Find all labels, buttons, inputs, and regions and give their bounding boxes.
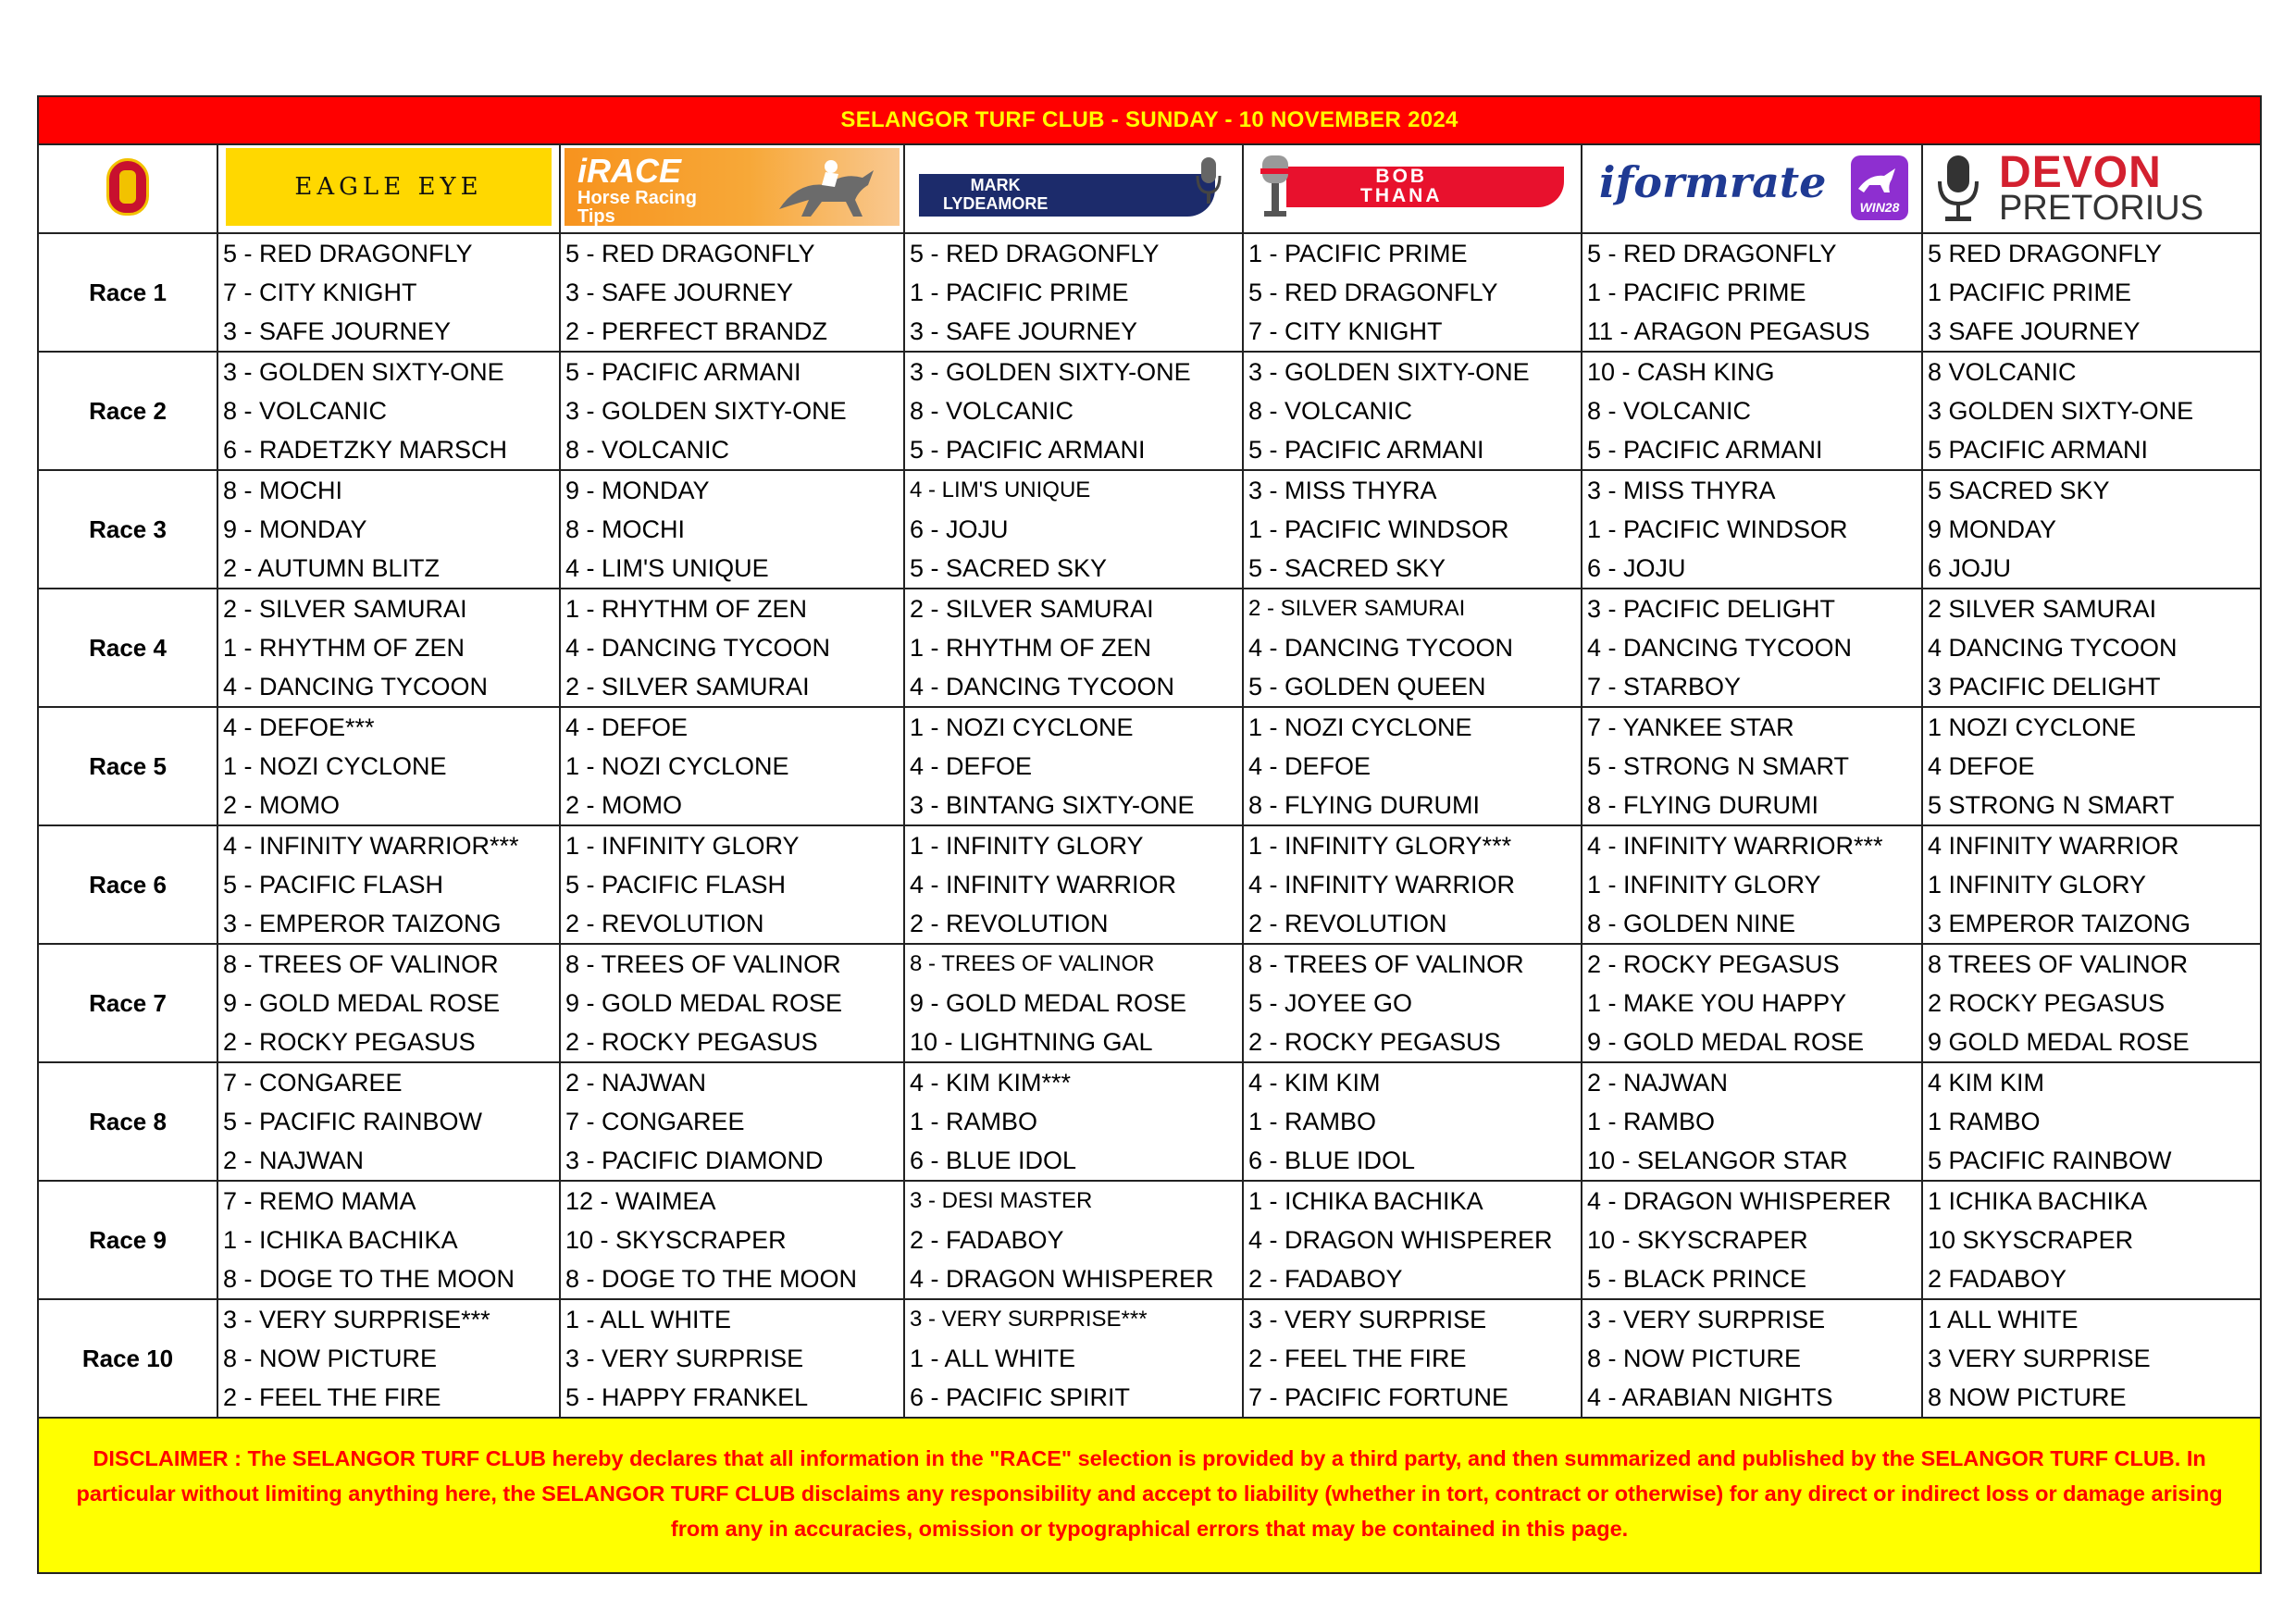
devon-pretorius-picks <box>1922 589 2261 707</box>
pick-entry: 4 - INFINITY WARRIOR*** <box>1587 832 1883 860</box>
pick-entry: 4 - DANCING TYCOON <box>1248 634 1514 662</box>
devon-pretorius-picks <box>1922 944 2261 1062</box>
pick-entry: 5 - BLACK PRINCE <box>1587 1265 1807 1293</box>
devon-pretorius-picks <box>1922 1181 2261 1299</box>
pick-entry: 4 KIM KIM <box>1928 1069 2045 1097</box>
pick-entry: 1 - RAMBO <box>1587 1108 1716 1135</box>
pick-entry: 8 TREES OF VALINOR <box>1928 950 2189 978</box>
pick-entry: 8 - TREES OF VALINOR <box>223 950 499 978</box>
iformrate-picks <box>1582 1299 1922 1418</box>
pick-entry: 2 - SILVER SAMURAI <box>223 595 467 623</box>
page-title: SELANGOR TURF CLUB - SUNDAY - 10 NOVEMBER 2024 <box>38 96 2261 144</box>
pick-entry: 4 - DEFOE <box>910 752 1033 780</box>
pick-entry: 5 - RED DRAGONFLY <box>223 240 473 267</box>
pick-entry: 2 SILVER SAMURAI <box>1928 595 2157 623</box>
race-label: Race 7 <box>38 944 217 1062</box>
iformrate-logo: iformrate WIN28 <box>1590 148 1914 226</box>
pick-entry: 8 - VOLCANIC <box>1248 397 1413 425</box>
pick-entry: 2 - ROCKY PEGASUS <box>1248 1028 1501 1056</box>
pick-entry: 2 - FEEL THE FIRE <box>223 1383 441 1411</box>
racehorse-icon <box>1851 161 1908 198</box>
horse-jockey-icon <box>770 154 881 220</box>
iformrate-logo-cell <box>1582 144 1922 233</box>
irace-picks <box>560 1181 904 1299</box>
irace-logo-cell <box>560 144 904 233</box>
win28-badge: WIN28 <box>1851 155 1908 220</box>
pick-entry: 5 - PACIFIC ARMANI <box>1587 436 1823 464</box>
pick-entry: 5 - PACIFIC ARMANI <box>1248 436 1484 464</box>
devon-pretorius-picks <box>1922 233 2261 352</box>
club-crest-icon <box>106 158 149 216</box>
pick-entry: 5 - JOYEE GO <box>1248 989 1413 1017</box>
irace-logo <box>565 148 900 226</box>
race-row <box>38 825 2261 944</box>
pick-entry: 8 - TREES OF VALINOR <box>565 950 841 978</box>
pick-entry: 3 - GOLDEN SIXTY-ONE <box>910 358 1191 386</box>
mark-lydeamore-picks <box>904 589 1243 707</box>
pick-entry: 5 PACIFIC RAINBOW <box>1928 1147 2172 1174</box>
pick-entry: 2 - ROCKY PEGASUS <box>1587 950 1840 978</box>
pick-entry: 2 - AUTUMN BLITZ <box>223 554 441 582</box>
microphone-icon <box>1195 155 1222 207</box>
pick-entry: 1 - PACIFIC PRIME <box>1587 279 1806 306</box>
mark-lydeamore-picks <box>904 352 1243 470</box>
pick-entry: 3 VERY SURPRISE <box>1928 1345 2151 1372</box>
race-label: Race 2 <box>38 352 217 470</box>
pick-entry: 6 - RADETZKY MARSCH <box>223 436 508 464</box>
pick-entry: 4 - DRAGON WHISPERER <box>910 1265 1214 1293</box>
pick-entry: 5 - PACIFIC FLASH <box>565 871 787 899</box>
race-row <box>38 1181 2261 1299</box>
eagle-eye-picks <box>217 1181 560 1299</box>
pick-entry: 2 - NAJWAN <box>565 1069 707 1097</box>
pick-entry: 9 - GOLD MEDAL ROSE <box>223 989 501 1017</box>
pick-entry: 2 - FADABOY <box>1248 1265 1403 1293</box>
pick-entry: 7 - STARBOY <box>1587 673 1742 700</box>
mark-lydeamore-picks <box>904 470 1243 589</box>
pick-entry: 2 - FEEL THE FIRE <box>1248 1345 1467 1372</box>
pick-entry: 2 FADABOY <box>1928 1265 2067 1293</box>
pick-entry: 4 DEFOE <box>1928 752 2035 780</box>
pick-entry: 1 - RHYTHM OF ZEN <box>223 634 465 662</box>
eagle-eye-picks <box>217 825 560 944</box>
pick-entry: 3 - GOLDEN SIXTY-ONE <box>223 358 504 386</box>
iformrate-picks <box>1582 589 1922 707</box>
pick-entry: 3 - BINTANG SIXTY-ONE <box>910 791 1195 819</box>
pick-entry: 8 - VOLCANIC <box>565 436 730 464</box>
pick-entry: 5 STRONG N SMART <box>1928 791 2175 819</box>
pick-entry: 4 - ARABIAN NIGHTS <box>1587 1383 1833 1411</box>
pick-entry: 4 - LIM'S UNIQUE <box>565 554 769 582</box>
pick-entry: 8 - MOCHI <box>565 515 686 543</box>
tipster-logo-row <box>38 144 2261 233</box>
pick-entry: 10 - LIGHTNING GAL <box>910 1028 1153 1056</box>
pick-entry: 9 MONDAY <box>1928 515 2057 543</box>
pick-entry: 4 DANCING TYCOON <box>1928 634 2178 662</box>
pick-entry: 7 - CONGAREE <box>223 1069 403 1097</box>
pick-entry: 5 - PACIFIC RAINBOW <box>223 1108 483 1135</box>
pick-entry: 8 - DOGE TO THE MOON <box>565 1265 858 1293</box>
pick-entry: 10 - SELANGOR STAR <box>1587 1147 1848 1174</box>
pick-entry: 1 RAMBO <box>1928 1108 2041 1135</box>
eagle-eye-logo: EAGLE EYE <box>226 148 552 226</box>
pick-entry: 2 - ROCKY PEGASUS <box>223 1028 476 1056</box>
club-logo-cell <box>38 144 217 233</box>
iformrate-picks <box>1582 944 1922 1062</box>
race-label: Race 1 <box>38 233 217 352</box>
pick-entry: 1 - INFINITY GLORY <box>565 832 800 860</box>
irace-logo-subtitle: Horse Racing Tips <box>577 187 697 226</box>
pick-entry: 2 - PERFECT BRANDZ <box>565 317 828 345</box>
iformrate-picks <box>1582 825 1922 944</box>
pick-entry: 1 INFINITY GLORY <box>1928 871 2147 899</box>
pick-entry: 5 - SACRED SKY <box>910 554 1108 582</box>
pick-entry: 1 - PACIFIC WINDSOR <box>1587 515 1848 543</box>
pick-entry: 2 - NAJWAN <box>1587 1069 1729 1097</box>
pick-entry: 9 - GOLD MEDAL ROSE <box>1587 1028 1865 1056</box>
pick-entry: 7 - CITY KNIGHT <box>1248 317 1443 345</box>
pick-entry: 5 - HAPPY FRANKEL <box>565 1383 809 1411</box>
pick-entry: 2 - SILVER SAMURAI <box>910 595 1154 623</box>
pick-entry: 3 - VERY SURPRISE*** <box>910 1307 1148 1332</box>
bob-thana-picks <box>1243 825 1582 944</box>
microphone-icon <box>1255 154 1296 220</box>
pick-entry: 1 - NOZI CYCLONE <box>223 752 447 780</box>
irace-picks <box>560 944 904 1062</box>
race-row <box>38 1062 2261 1181</box>
pick-entry: 3 - DESI MASTER <box>910 1188 1093 1213</box>
pick-entry: 3 PACIFIC DELIGHT <box>1928 673 2161 700</box>
pick-entry: 4 - DRAGON WHISPERER <box>1587 1187 1892 1215</box>
pick-entry: 8 - VOLCANIC <box>223 397 388 425</box>
pick-entry: 4 - DANCING TYCOON <box>565 634 831 662</box>
bob-thana-picks <box>1243 1299 1582 1418</box>
pick-entry: 6 JOJU <box>1928 554 2012 582</box>
eagle-eye-picks <box>217 470 560 589</box>
pick-entry: 4 - INFINITY WARRIOR*** <box>223 832 519 860</box>
pick-entry: 8 - FLYING DURUMI <box>1248 791 1481 819</box>
mark-lydeamore-logo: MARK LYDEAMORE <box>912 148 1235 226</box>
pick-entry: 2 - MOMO <box>223 791 340 819</box>
pick-entry: 3 - MISS THYRA <box>1587 477 1776 504</box>
iformrate-picks <box>1582 707 1922 825</box>
pick-entry: 4 - DEFOE <box>1248 752 1371 780</box>
tips-sheet <box>37 95 2260 1574</box>
race-label: Race 5 <box>38 707 217 825</box>
pick-entry: 1 - PACIFIC PRIME <box>1248 240 1468 267</box>
bob-thana-picks <box>1243 1181 1582 1299</box>
pick-entry: 5 - GOLDEN QUEEN <box>1248 673 1486 700</box>
pick-entry: 5 - RED DRAGONFLY <box>1248 279 1498 306</box>
pick-entry: 5 - SACRED SKY <box>1248 554 1446 582</box>
pick-entry: 1 - NOZI CYCLONE <box>565 752 789 780</box>
devon-pretorius-logo-cell <box>1922 144 2261 233</box>
pick-entry: 2 - NAJWAN <box>223 1147 365 1174</box>
pick-entry: 4 INFINITY WARRIOR <box>1928 832 2179 860</box>
pick-entry: 4 - DEFOE <box>565 713 689 741</box>
pick-entry: 9 - GOLD MEDAL ROSE <box>910 989 1187 1017</box>
pick-entry: 4 - DRAGON WHISPERER <box>1248 1226 1553 1254</box>
irace-picks <box>560 825 904 944</box>
bob-thana-logo-cell <box>1243 144 1582 233</box>
race-row <box>38 944 2261 1062</box>
mark-lydeamore-picks <box>904 707 1243 825</box>
iformrate-picks <box>1582 233 1922 352</box>
pick-entry: 2 - REVOLUTION <box>1248 910 1447 937</box>
race-row <box>38 1299 2261 1418</box>
pick-entry: 3 - VERY SURPRISE <box>1248 1306 1487 1333</box>
race-label: Race 9 <box>38 1181 217 1299</box>
bob-thana-picks <box>1243 589 1582 707</box>
pick-entry: 3 GOLDEN SIXTY-ONE <box>1928 397 2194 425</box>
pick-entry: 3 - PACIFIC DELIGHT <box>1587 595 1836 623</box>
pick-entry: 12 - WAIMEA <box>565 1187 716 1215</box>
pick-entry: 8 VOLCANIC <box>1928 358 2077 386</box>
pick-entry: 8 - NOW PICTURE <box>1587 1345 1802 1372</box>
pick-entry: 4 - KIM KIM*** <box>910 1069 1072 1097</box>
pick-entry: 7 - CITY KNIGHT <box>223 279 417 306</box>
pick-entry: 3 - SAFE JOURNEY <box>910 317 1138 345</box>
irace-picks <box>560 352 904 470</box>
mark-lydeamore-picks <box>904 1181 1243 1299</box>
race-row <box>38 233 2261 352</box>
pick-entry: 2 - SILVER SAMURAI <box>565 673 810 700</box>
pick-entry: 5 SACRED SKY <box>1928 477 2110 504</box>
pick-entry: 7 - REMO MAMA <box>223 1187 416 1215</box>
pick-entry: 4 - DEFOE*** <box>223 713 375 741</box>
pick-entry: 6 - BLUE IDOL <box>910 1147 1077 1174</box>
pick-entry: 8 - VOLCANIC <box>910 397 1074 425</box>
pick-entry: 1 - INFINITY GLORY <box>1587 871 1821 899</box>
pick-entry: 1 ICHIKA BACHIKA <box>1928 1187 2148 1215</box>
pick-entry: 8 - TREES OF VALINOR <box>1248 950 1524 978</box>
pick-entry: 10 - SKYSCRAPER <box>565 1226 787 1254</box>
pick-entry: 5 - RED DRAGONFLY <box>1587 240 1837 267</box>
irace-picks <box>560 1062 904 1181</box>
pick-entry: 8 - NOW PICTURE <box>223 1345 438 1372</box>
pick-entry: 4 - INFINITY WARRIOR <box>910 871 1177 899</box>
pick-entry: 3 - VERY SURPRISE <box>1587 1306 1826 1333</box>
pick-entry: 4 - DANCING TYCOON <box>1587 634 1853 662</box>
mark-lydeamore-picks <box>904 825 1243 944</box>
pick-entry: 1 - NOZI CYCLONE <box>910 713 1134 741</box>
pick-entry: 2 - MOMO <box>565 791 682 819</box>
eagle-eye-picks <box>217 233 560 352</box>
pick-entry: 5 - RED DRAGONFLY <box>910 240 1160 267</box>
pick-entry: 5 RED DRAGONFLY <box>1928 240 2163 267</box>
bob-thana-picks <box>1243 470 1582 589</box>
pick-entry: 3 - GOLDEN SIXTY-ONE <box>1248 358 1530 386</box>
pick-entry: 5 - PACIFIC FLASH <box>223 871 444 899</box>
pick-entry: 3 - VERY SURPRISE*** <box>223 1306 490 1333</box>
iformrate-picks <box>1582 1062 1922 1181</box>
devon-pretorius-picks <box>1922 470 2261 589</box>
pick-entry: 1 - RAMBO <box>1248 1108 1377 1135</box>
pick-entry: 6 - BLUE IDOL <box>1248 1147 1416 1174</box>
pick-entry: 8 - VOLCANIC <box>1587 397 1752 425</box>
mark-lydeamore-picks <box>904 1062 1243 1181</box>
pick-entry: 2 - ROCKY PEGASUS <box>565 1028 818 1056</box>
race-label: Race 3 <box>38 470 217 589</box>
pick-entry: 1 - INFINITY GLORY <box>910 832 1144 860</box>
pick-entry: 2 ROCKY PEGASUS <box>1928 989 2166 1017</box>
irace-picks <box>560 707 904 825</box>
pick-entry: 10 SKYSCRAPER <box>1928 1226 2134 1254</box>
pick-entry: 4 - INFINITY WARRIOR <box>1248 871 1516 899</box>
pick-entry: 7 - YANKEE STAR <box>1587 713 1794 741</box>
pick-entry: 5 - STRONG N SMART <box>1587 752 1850 780</box>
pick-entry: 4 - DANCING TYCOON <box>223 673 489 700</box>
pick-entry: 1 PACIFIC PRIME <box>1928 279 2132 306</box>
race-label: Race 10 <box>38 1299 217 1418</box>
iformrate-picks <box>1582 352 1922 470</box>
pick-entry: 2 - FADABOY <box>910 1226 1064 1254</box>
eagle-eye-picks <box>217 1299 560 1418</box>
pick-entry: 3 - SAFE JOURNEY <box>565 279 794 306</box>
pick-entry: 2 - SILVER SAMURAI <box>1248 596 1466 621</box>
race-row <box>38 352 2261 470</box>
devon-pretorius-logo: DEVON PRETORIUS <box>1927 148 2256 226</box>
pick-entry: 9 GOLD MEDAL ROSE <box>1928 1028 2190 1056</box>
irace-picks <box>560 233 904 352</box>
race-row <box>38 589 2261 707</box>
bob-thana-picks <box>1243 707 1582 825</box>
pick-entry: 7 - CONGAREE <box>565 1108 745 1135</box>
eagle-eye-picks <box>217 352 560 470</box>
pick-entry: 8 - FLYING DURUMI <box>1587 791 1819 819</box>
pick-entry: 2 - REVOLUTION <box>910 910 1109 937</box>
eagle-eye-picks <box>217 589 560 707</box>
disclaimer-text: DISCLAIMER : The SELANGOR TURF CLUB hereby declares that all information in the "RACE" selection is provided by a third party, and then summarized and published by the SELANGOR TURF CLUB. In particular without limiting anything here, the SELANGOR TURF CLUB disclaims any responsibility and accept to liability (whether in tort, contract or otherwise) for any direct or indirect loss or damage arising from any in accuracies, omission or typographical errors that may be contained in this page. <box>38 1418 2261 1573</box>
pick-entry: 1 - INFINITY GLORY*** <box>1248 832 1512 860</box>
pick-entry: 5 - PACIFIC ARMANI <box>910 436 1146 464</box>
pick-entry: 1 - ALL WHITE <box>910 1345 1076 1372</box>
race-label: Race 4 <box>38 589 217 707</box>
pick-entry: 1 - MAKE YOU HAPPY <box>1587 989 1847 1017</box>
pick-entry: 11 - ARAGON PEGASUS <box>1587 317 1870 345</box>
bob-thana-picks <box>1243 233 1582 352</box>
pick-entry: 4 - KIM KIM <box>1248 1069 1381 1097</box>
pick-entry: 3 - GOLDEN SIXTY-ONE <box>565 397 847 425</box>
mark-lydeamore-picks <box>904 233 1243 352</box>
tips-table <box>37 95 2262 1574</box>
pick-entry: 5 - PACIFIC ARMANI <box>565 358 801 386</box>
pick-entry: 1 - RAMBO <box>910 1108 1038 1135</box>
pick-entry: 9 - GOLD MEDAL ROSE <box>565 989 843 1017</box>
pick-entry: 3 EMPEROR TAIZONG <box>1928 910 2191 937</box>
iformrate-picks <box>1582 1181 1922 1299</box>
iformrate-picks <box>1582 470 1922 589</box>
pick-entry: 1 - ALL WHITE <box>565 1306 732 1333</box>
race-rows <box>38 233 2261 1418</box>
pick-entry: 6 - JOJU <box>910 515 1009 543</box>
pick-entry: 3 - PACIFIC DIAMOND <box>565 1147 824 1174</box>
bob-thana-picks <box>1243 944 1582 1062</box>
pick-entry: 3 - MISS THYRA <box>1248 477 1437 504</box>
pick-entry: 8 - GOLDEN NINE <box>1587 910 1796 937</box>
pick-entry: 1 - ICHIKA BACHIKA <box>1248 1187 1483 1215</box>
bob-thana-picks <box>1243 1062 1582 1181</box>
pick-entry: 1 ALL WHITE <box>1928 1306 2079 1333</box>
race-label: Race 6 <box>38 825 217 944</box>
pick-entry: 1 - PACIFIC WINDSOR <box>1248 515 1509 543</box>
irace-picks <box>560 1299 904 1418</box>
podcast-microphone-icon <box>1934 154 1982 224</box>
pick-entry: 8 - DOGE TO THE MOON <box>223 1265 515 1293</box>
pick-entry: 10 - CASH KING <box>1587 358 1775 386</box>
pick-entry: 1 - RHYTHM OF ZEN <box>910 634 1151 662</box>
race-row <box>38 470 2261 589</box>
pick-entry: 9 - MONDAY <box>565 477 710 504</box>
eagle-eye-picks <box>217 707 560 825</box>
eagle-eye-picks <box>217 1062 560 1181</box>
pick-entry: 8 NOW PICTURE <box>1928 1383 2127 1411</box>
pick-entry: 3 - EMPEROR TAIZONG <box>223 910 502 937</box>
eagle-eye-logo-cell <box>217 144 560 233</box>
irace-picks <box>560 470 904 589</box>
irace-logo-title: iRACE <box>577 151 682 190</box>
bob-thana-logo: BOB THANA <box>1249 148 1575 226</box>
mark-lydeamore-logo-cell <box>904 144 1243 233</box>
pick-entry: 5 PACIFIC ARMANI <box>1928 436 2149 464</box>
pick-entry: 9 - MONDAY <box>223 515 367 543</box>
pick-entry: 7 - PACIFIC FORTUNE <box>1248 1383 1509 1411</box>
mark-lydeamore-picks <box>904 1299 1243 1418</box>
race-row <box>38 707 2261 825</box>
pick-entry: 4 - LIM'S UNIQUE <box>910 477 1091 502</box>
pick-entry: 8 - TREES OF VALINOR <box>910 951 1155 976</box>
pick-entry: 6 - JOJU <box>1587 554 1686 582</box>
pick-entry: 4 - DANCING TYCOON <box>910 673 1175 700</box>
irace-picks <box>560 589 904 707</box>
pick-entry: 1 - PACIFIC PRIME <box>910 279 1129 306</box>
pick-entry: 6 - PACIFIC SPIRIT <box>910 1383 1131 1411</box>
devon-pretorius-picks <box>1922 1062 2261 1181</box>
pick-entry: 3 - VERY SURPRISE <box>565 1345 804 1372</box>
pick-entry: 10 - SKYSCRAPER <box>1587 1226 1808 1254</box>
eagle-eye-picks <box>217 944 560 1062</box>
pick-entry: 1 NOZI CYCLONE <box>1928 713 2137 741</box>
pick-entry: 5 - RED DRAGONFLY <box>565 240 815 267</box>
bob-thana-picks <box>1243 352 1582 470</box>
pick-entry: 8 - MOCHI <box>223 477 343 504</box>
pick-entry: 3 SAFE JOURNEY <box>1928 317 2141 345</box>
devon-pretorius-picks <box>1922 1299 2261 1418</box>
pick-entry: 1 - RHYTHM OF ZEN <box>565 595 807 623</box>
devon-pretorius-picks <box>1922 352 2261 470</box>
pick-entry: 1 - NOZI CYCLONE <box>1248 713 1472 741</box>
devon-pretorius-picks <box>1922 707 2261 825</box>
pick-entry: 3 - SAFE JOURNEY <box>223 317 452 345</box>
pick-entry: 2 - REVOLUTION <box>565 910 764 937</box>
pick-entry: 1 - ICHIKA BACHIKA <box>223 1226 458 1254</box>
mark-lydeamore-picks <box>904 944 1243 1062</box>
devon-pretorius-picks <box>1922 825 2261 944</box>
race-label: Race 8 <box>38 1062 217 1181</box>
